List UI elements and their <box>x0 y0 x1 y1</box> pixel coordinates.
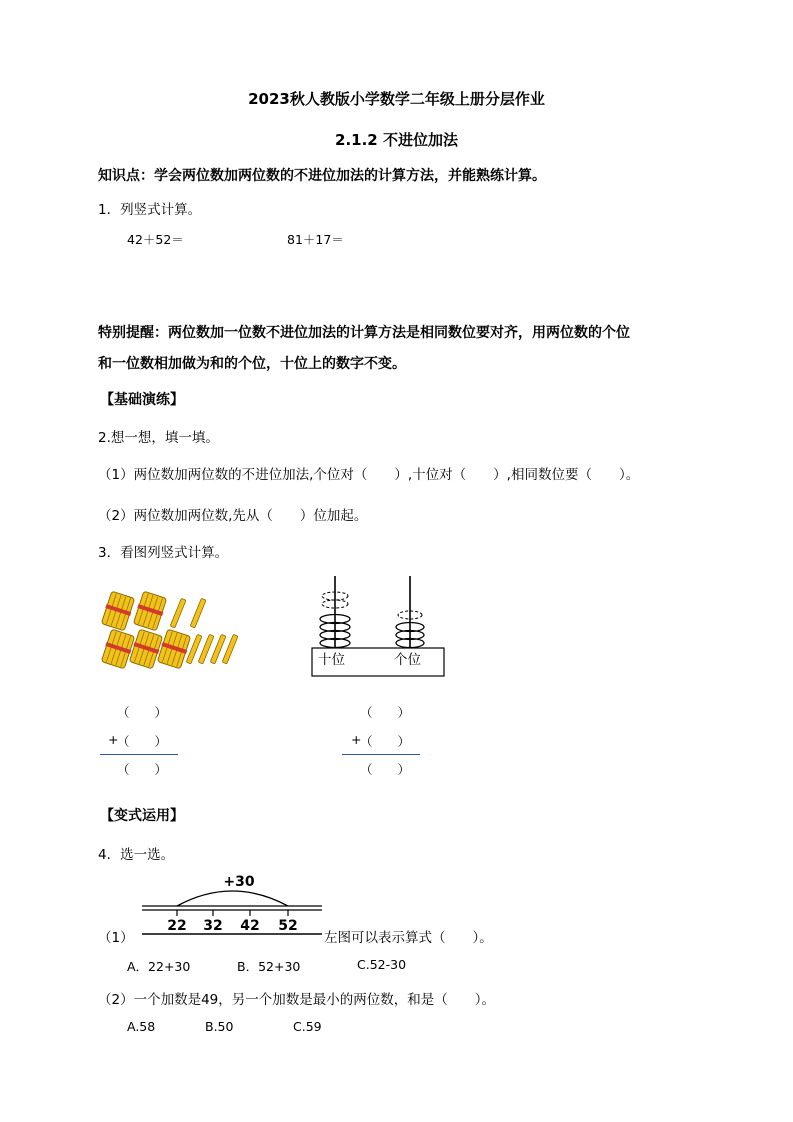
knowledge-point: 知识点：学会两位数加两位数的不进位加法的计算方法，并能熟练计算。 <box>98 168 546 184</box>
page-title: 2023秋人教版小学数学二年级上册分层作业 <box>248 90 545 108</box>
single-stick <box>190 598 206 628</box>
q4-item-1-option-b[interactable]: B．52+30 <box>237 959 301 974</box>
number-line-picture <box>140 870 324 940</box>
q4-item-2-option-a[interactable]: A.58 <box>127 1019 156 1034</box>
abacus-ones-label: 个位 <box>394 652 421 668</box>
vertical-form-left-sum[interactable]: （ ） <box>117 762 168 777</box>
vertical-form-right-addend-2[interactable]: （ ） <box>360 734 411 749</box>
single-stick <box>170 598 186 628</box>
vertical-form-left-addend-1[interactable]: （ ） <box>117 705 168 720</box>
vertical-form-right-plus: + <box>351 732 362 747</box>
abacus-tens-label: 十位 <box>318 652 345 668</box>
q4-item-2-text: （2）一个加数是49，另一个加数是最小的两位数，和是（ ）。 <box>98 992 496 1008</box>
number-line-tick-label: 52 <box>278 918 298 934</box>
number-line-tick-label: 42 <box>240 918 260 934</box>
tip-line-2: 和一位数相加做为和的个位，十位上的数字不变。 <box>98 356 406 372</box>
q4-label: 4．选一选。 <box>98 847 175 863</box>
counting-sticks-picture <box>98 588 248 670</box>
tip-line-1: 特别提醒：两位数加一位数不进位加法的计算方法是相同数位要对齐，用两位数的个位 <box>98 325 630 341</box>
stick-bundle <box>100 629 135 669</box>
stick-bundle <box>100 591 135 631</box>
q1-label: 1．列竖式计算。 <box>98 202 202 218</box>
q4-item-1-option-a[interactable]: A．22+30 <box>127 959 191 974</box>
vertical-form-left-rule <box>100 754 178 755</box>
q1-expression-1: 42＋52＝ <box>127 232 184 247</box>
q4-item-1-prefix: （1） <box>98 930 134 946</box>
q2-item-2: （2）两位数加两位数,先从（ ）位加起。 <box>98 508 368 524</box>
vertical-form-left-addend-2[interactable]: （ ） <box>117 734 168 749</box>
number-line-tick-label: 22 <box>167 918 187 934</box>
q2-item-1: （1）两位数加两位数的不进位加法,个位对（ ）,十位对（ ）,相同数位要（ ）。 <box>98 467 640 483</box>
q2-label: 2.想一想，填一填。 <box>98 430 219 446</box>
q4-item-2-option-b[interactable]: B.50 <box>205 1019 234 1034</box>
vertical-form-right-sum[interactable]: （ ） <box>360 762 411 777</box>
page-subtitle: 2.1.2 不进位加法 <box>335 131 458 149</box>
q4-item-2-option-c[interactable]: C.59 <box>293 1019 322 1034</box>
q1-expression-2: 81＋17＝ <box>287 232 344 247</box>
q4-item-1-text: 左图可以表示算式（ ）。 <box>324 930 493 946</box>
vertical-form-left-plus: + <box>108 732 119 747</box>
number-line-tick-label: 32 <box>203 918 223 934</box>
stick-bundle <box>128 629 163 669</box>
vertical-form-right-rule <box>342 754 420 755</box>
q3-label: 3．看图列竖式计算。 <box>98 545 229 561</box>
number-line-arc-label: +30 <box>223 874 255 890</box>
section-basic-heading: 【基础演练】 <box>100 392 184 408</box>
section-variant-heading: 【变式运用】 <box>100 808 184 824</box>
stick-bundle <box>156 629 191 669</box>
vertical-form-right-addend-1[interactable]: （ ） <box>360 705 411 720</box>
q4-item-1-option-c[interactable]: C.52-30 <box>357 957 407 972</box>
stick-bundle <box>132 591 167 631</box>
